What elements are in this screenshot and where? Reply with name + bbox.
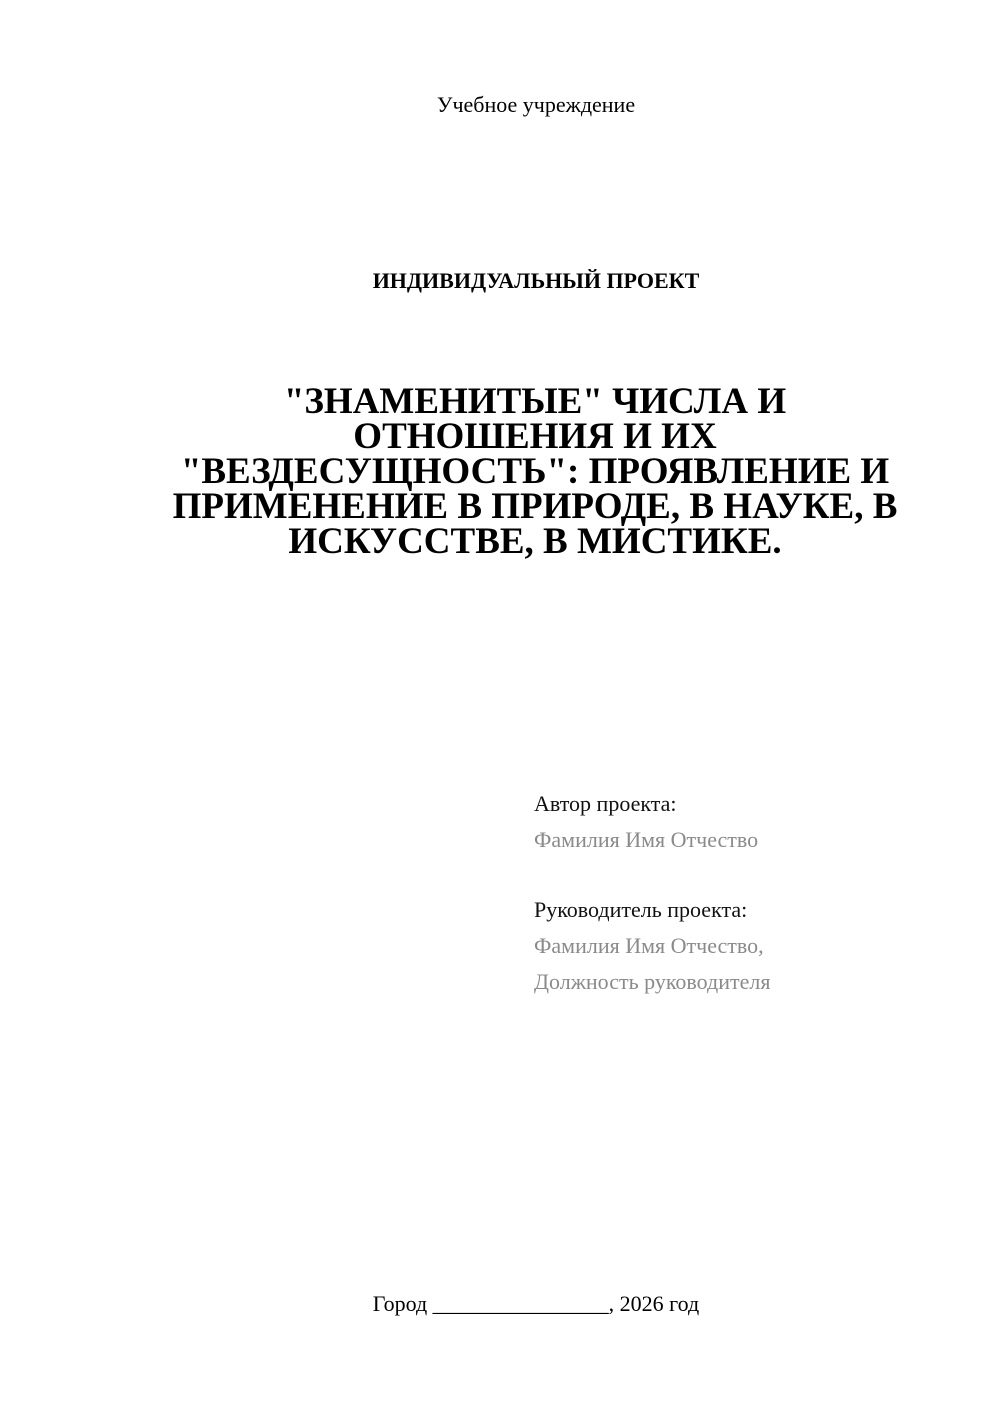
author-block (534, 786, 974, 858)
supervisor-name: Фамилия Имя Отчество, (534, 933, 764, 958)
city-label: Город (372, 1291, 433, 1316)
author-label: Автор проекта: (534, 791, 677, 816)
project-title-line: "ВЕЗДЕСУЩНОСТЬ": ПРОЯВЛЕНИЕ И (180, 451, 890, 492)
year-text: , 2026 год (608, 1291, 700, 1316)
supervisor-block (534, 892, 974, 1000)
footer-city-year (0, 1290, 1000, 1318)
supervisor-position: Должность руководителя (534, 969, 771, 994)
project-title-line: ОТНОШЕНИЯ И ИХ (353, 416, 717, 457)
city-blank: ________________ (432, 1291, 609, 1316)
document-type: ИНДИВИДУАЛЬНЫЙ ПРОЕКТ (372, 268, 700, 293)
project-title-line: "ЗНАМЕНИТЫЕ" ЧИСЛА И (283, 381, 787, 422)
project-title-line: ПРИМЕНЕНИЕ В ПРИРОДЕ, В НАУКЕ, В (172, 486, 898, 527)
institution-name: Учебное учреждение (436, 92, 636, 117)
author-name: Фамилия Имя Отчество (534, 827, 759, 852)
project-title (130, 381, 940, 562)
project-title-line: ИСКУССТВЕ, В МИСТИКЕ. (288, 521, 782, 562)
supervisor-label: Руководитель проекта: (534, 897, 748, 922)
